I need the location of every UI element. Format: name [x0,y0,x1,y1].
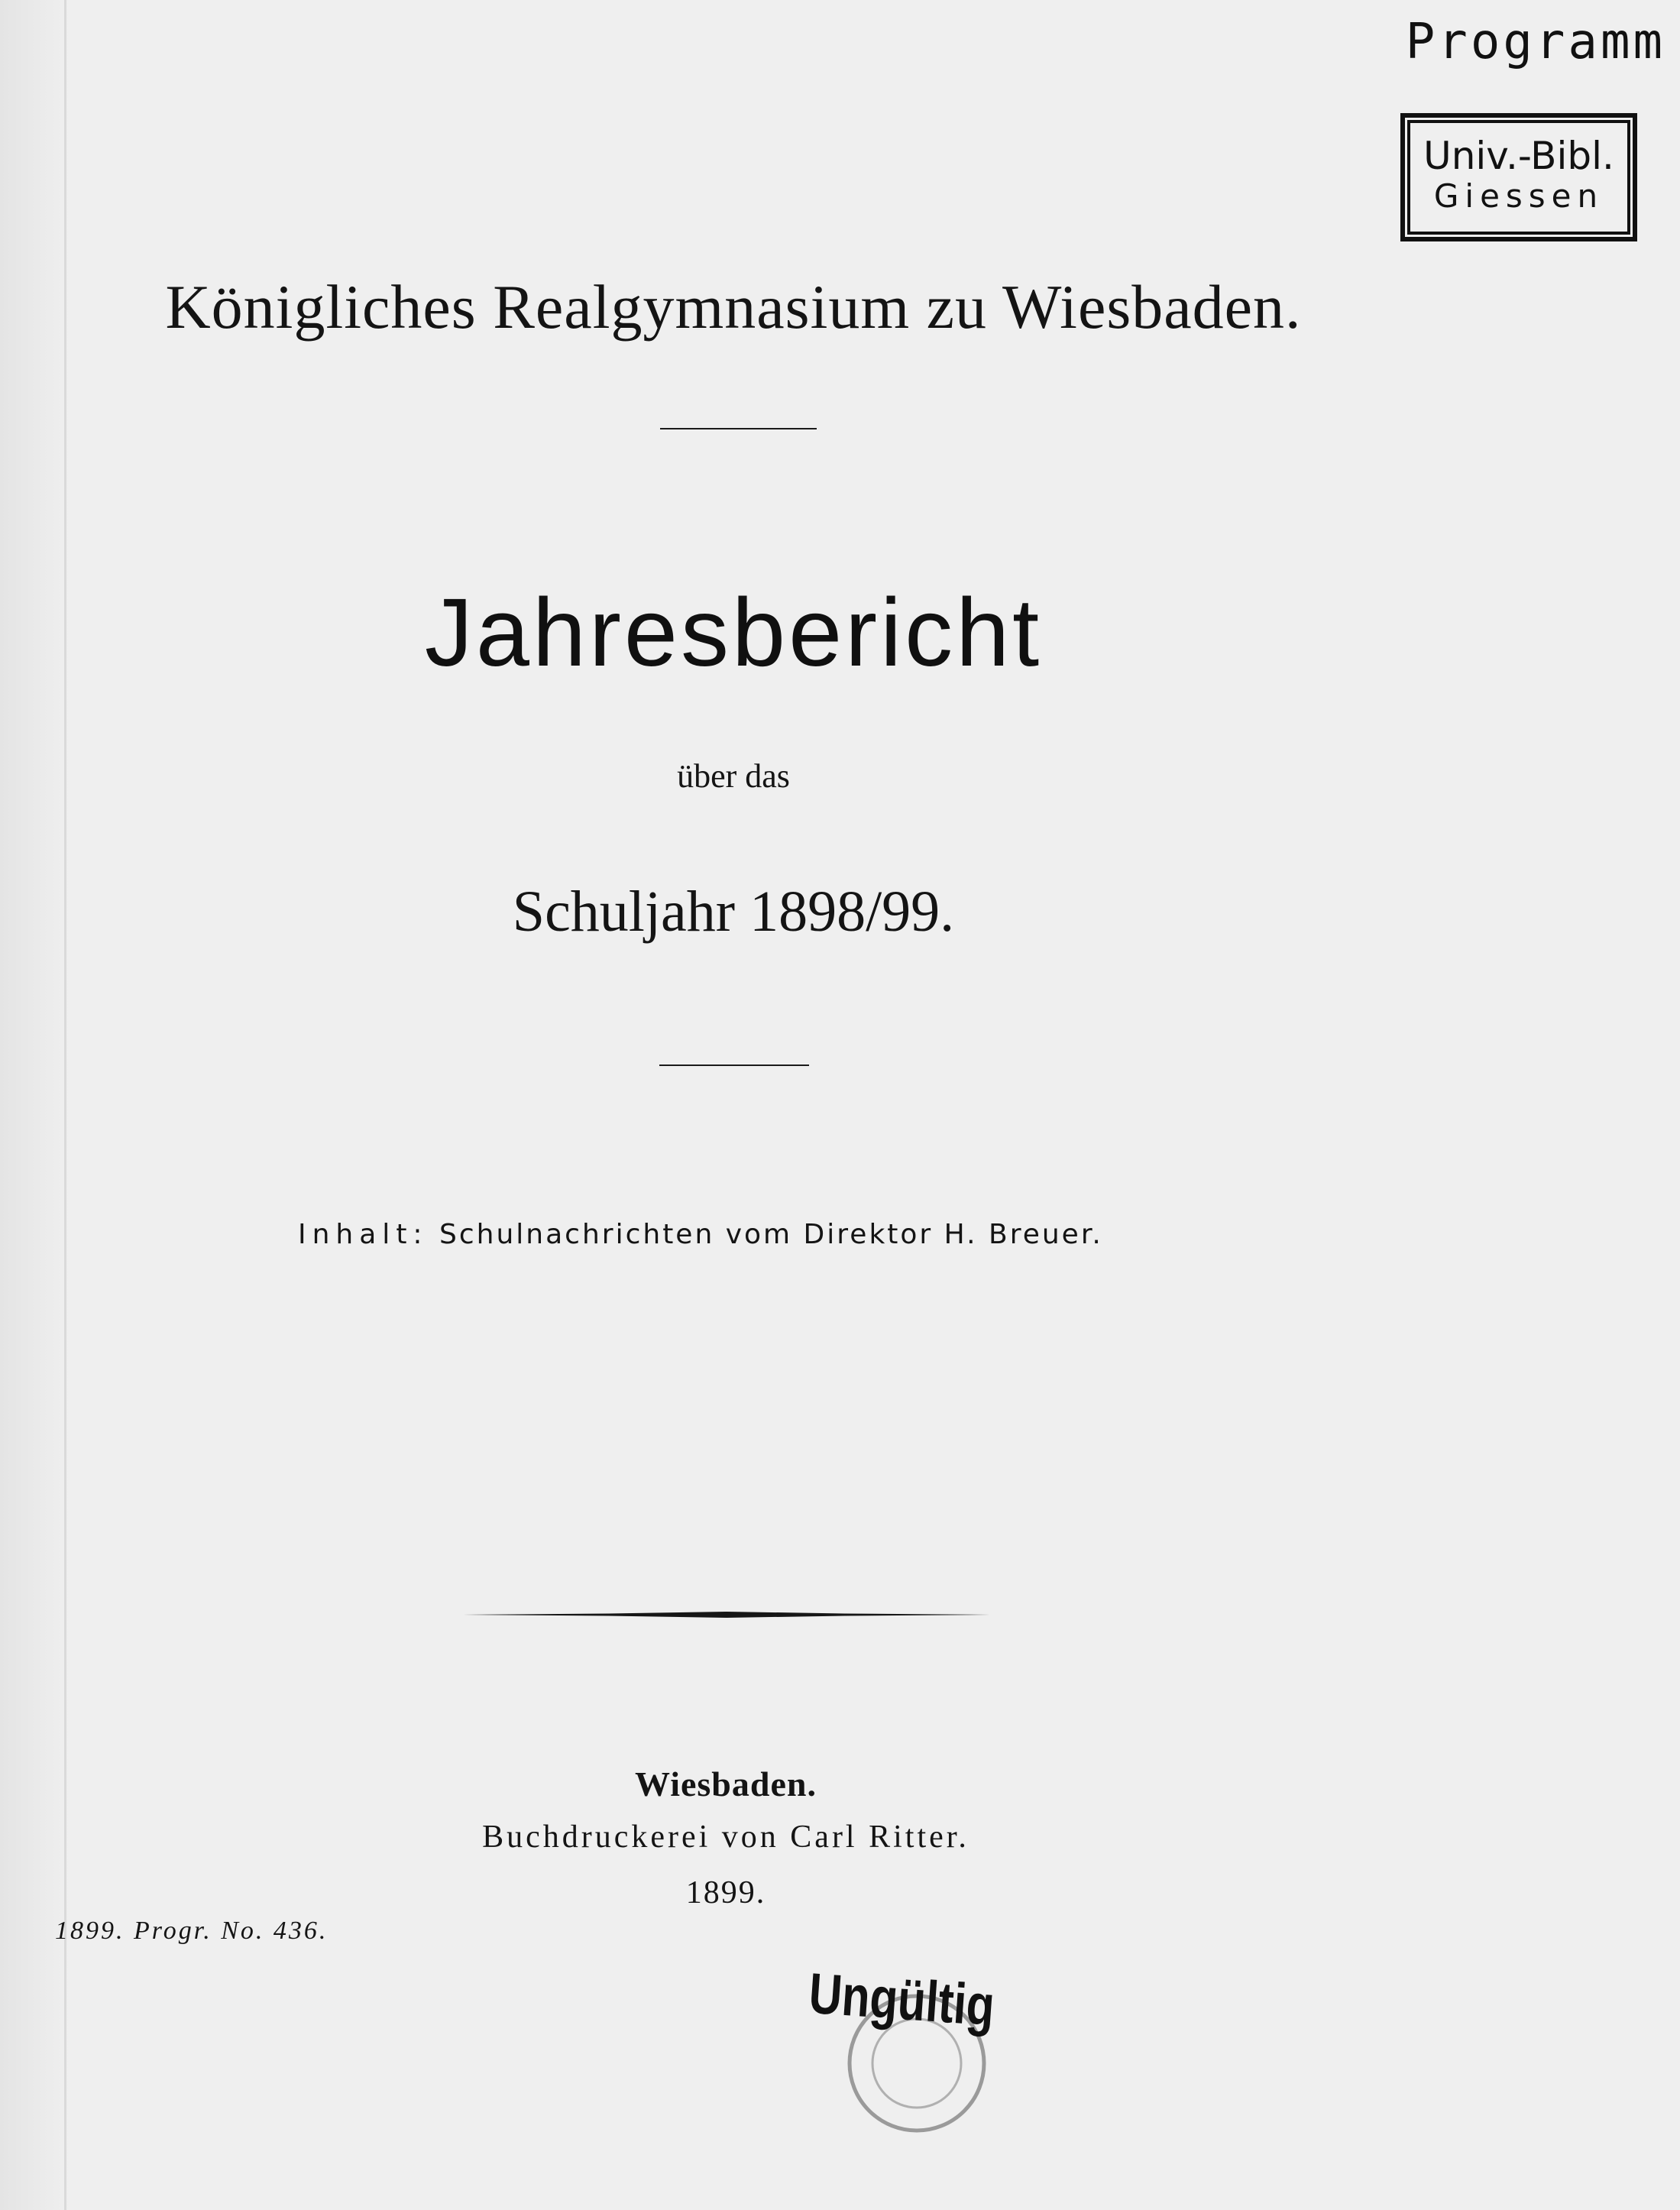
divider-rule [660,428,817,429]
library-stamp-line2: Giessen [1433,177,1604,215]
imprint-printer: Buchdruckerei von Carl Ritter. [482,1820,969,1855]
institution-name: Königliches Realgymnasium zu Wiesbaden. [165,272,1302,342]
invalid-stamp: Ungültig [807,1961,997,2038]
ornamental-rule [463,1609,990,1621]
divider-rule [659,1064,809,1066]
title-connector: über das [677,757,790,795]
contents-line [298,1219,1103,1250]
library-ownership-stamp [1400,113,1637,241]
programm-stamp: Programm [1405,14,1665,70]
contents-text: Schulnachrichten vom Direktor H. Breuer. [439,1219,1103,1250]
library-stamp-line1: Univ.-Bibl. [1423,134,1614,178]
school-year: Schuljahr 1898/99. [512,880,955,944]
contents-label: Inhalt: [298,1219,429,1250]
report-title: Jahresbericht [424,578,1043,686]
imprint-place: Wiesbaden. [635,1764,817,1803]
imprint-year: 1899. [685,1875,766,1910]
program-number: 1899. Progr. No. 436. [55,1917,329,1945]
